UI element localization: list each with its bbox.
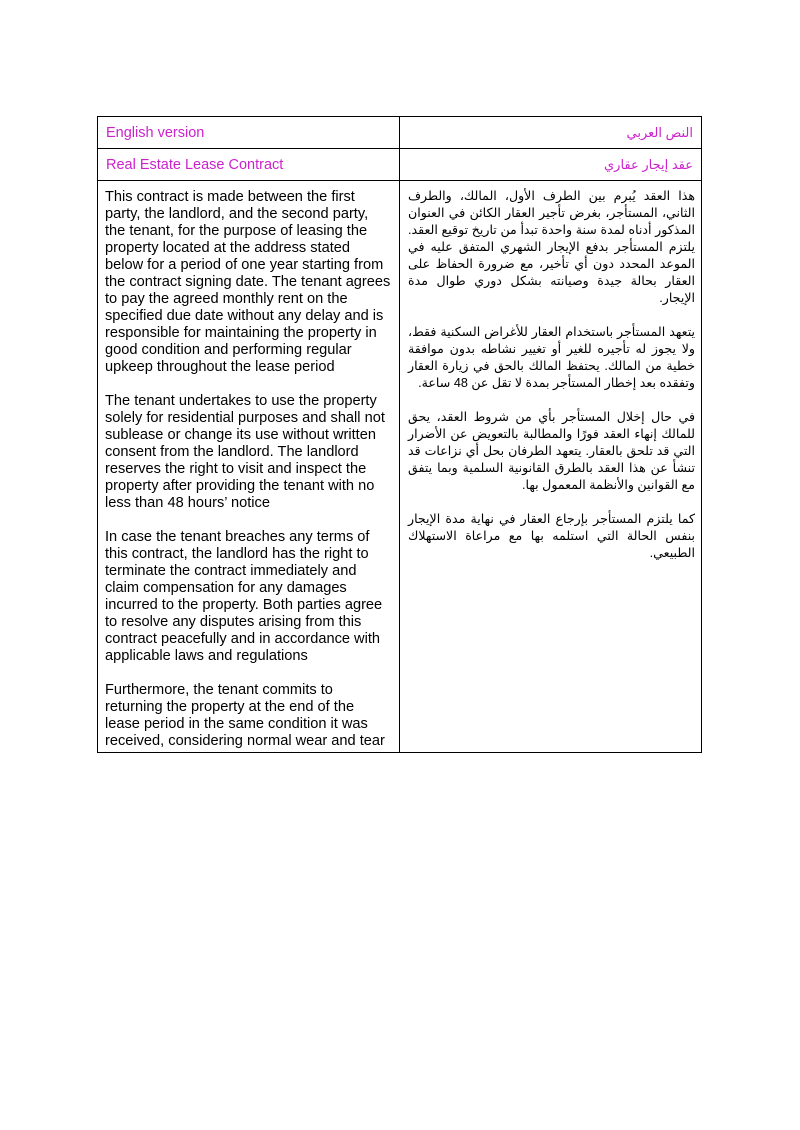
english-contract-body [98,181,400,753]
english-paragraph-lease-terms: This contract is made between the first party, the landlord, and the second party, the tenant, for the purpose of leasing the property located at the address stated below for a period of one year starting from the contract signing date. The tenant agrees to pay the agreed monthly rent on the specified due date without any delay and is responsible for maintaining the property in good condition and performing regular upkeep throughout the lease period [105,189,391,375]
bilingual-contract-table [97,116,702,753]
english-contract-title: Real Estate Lease Contract [98,149,400,181]
arabic-paragraph-lease-terms: هذا العقد يُبرم بين الطرف الأول، المالك، والطرف الثاني، المستأجر، بغرض تأجير العقار الكائن في العنوان المذكور أدناه لمدة سنة واحدة تبدأ من تاريخ توقيع العقد. يلتزم المستأجر بدفع الإيجار الشهري المتفق عليه في الموعد المحدد دون أي تأخير، مع ضرورة الحفاظ على العقار بحالة جيدة وصيانته بشكل دوري طوال مدة الإيجار. [408,189,695,305]
arabic-contract-title: عقد إيجار عقاري [400,149,702,181]
english-paragraph-use: The tenant undertakes to use the property solely for residential purposes and shall not sublease or change its use without written consent from the landlord. The landlord reserves the right to visit and inspect the property after providing the tenant with no less than 48 hours’ notice [105,393,385,511]
arabic-paragraph-breach: في حال إخلال المستأجر بأي من شروط العقد، يحق للمالك إنهاء العقد فورًا والمطالبة بالتعويض عن الأضرار التي قد تلحق بالعقار. يتعهد الطرفان بحل أي نزاعات قد تنشأ عن هذا العقد بالطرق القانونية السلمية وبما يتفق مع القوانين والأنظمة المعمول بها. [408,410,695,492]
contract-body-row [98,181,702,753]
arabic-contract-body [400,181,702,753]
english-paragraph-return: Furthermore, the tenant commits to returning the property at the end of the lease period in the same condition it was received, considering normal wear and tear [105,682,385,749]
title-row [98,149,702,181]
language-header-row [98,117,702,149]
arabic-paragraph-use: يتعهد المستأجر باستخدام العقار للأغراض السكنية فقط، ولا يجوز له تأجيره للغير أو تغيير نشاطه بدون موافقة خطية من المالك. يحتفظ المالك بالحق في زيارة العقار وتفقده بعد إخطار المستأجر بمدة لا تقل عن 48 ساعة. [408,325,695,390]
english-version-label: English version [98,117,400,149]
english-paragraph-breach: In case the tenant breaches any terms of this contract, the landlord has the right to terminate the contract immediately and claim compensation for any damages incurred to the property. Both parties agree to resolve any disputes arising from this contract peacefully and in accordance with applicable laws and regulations [105,529,383,664]
arabic-version-label: النص العربي [400,117,702,149]
arabic-paragraph-return: كما يلتزم المستأجر بإرجاع العقار في نهاية مدة الإيجار بنفس الحالة التي استلمه بها مع مراعاة الاستهلاك الطبيعي. [408,512,695,560]
